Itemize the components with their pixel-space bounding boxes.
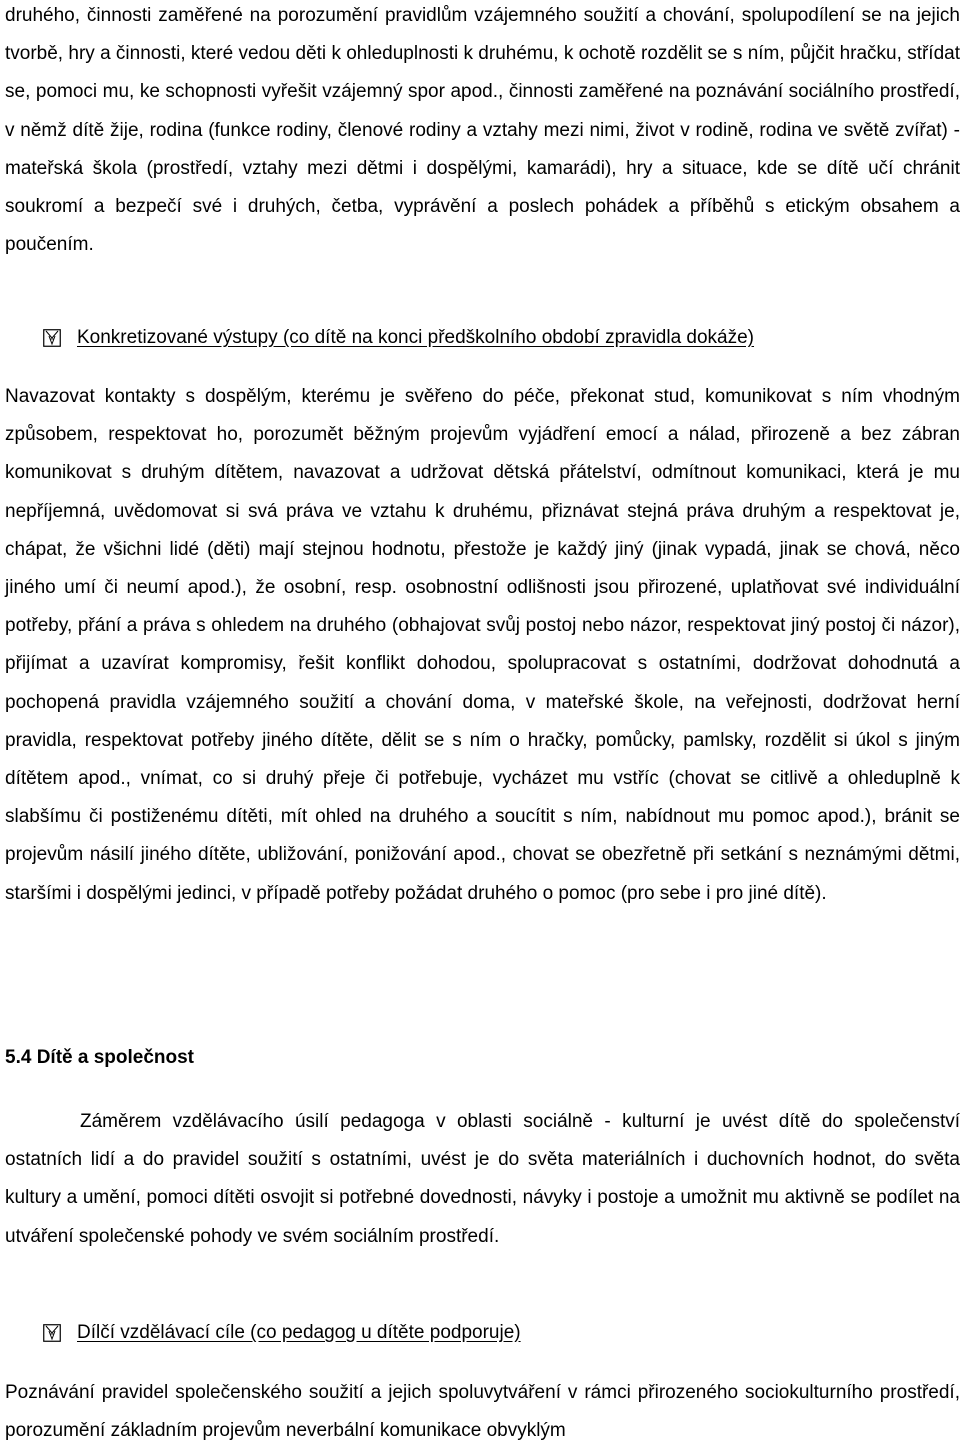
paragraph-intent-text: Záměrem vzdělávacího úsilí pedagoga v oblasti sociálně - kulturní je uvést dítě do společenství ostatních lidí a do pravidel soužití s ostatními, uvést je do světa materiálních i duchovních hodnot, do světa kultury a umění, pomoci dítěti osvojit si potřebné dovednosti, návyky i postoje a umožnit mu aktivně se podílet na utváření společenské pohody ve svém sociálním prostředí.	[5, 1111, 960, 1247]
goals-heading	[43, 1318, 521, 1348]
section-title: 5.4 Dítě a společnost	[5, 1047, 195, 1068]
checkbox-bullet-icon	[43, 1324, 61, 1342]
paragraph-outcomes: Navazovat kontakty s dospělým, kterému je svěřeno do péče, překonat stud, komunikovat s ním vhodným způsobem, respektovat ho, porozumět běžným projevům vyjádření emocí a nálad, přirozeně a bez zábran komunikovat s druhým dítětem, navazovat a udržovat dětská přátelství, odmítnout komunikaci, která je mu nepříjemná, uvědomovat si svá práva ve vztahu k druhému, přiznávat stejná práva druhým a respektovat je, chápat, že všichni lidé (děti) mají stejnou hodnotu, přestože je každý jiný (jinak vypadá, jinak se chová, něco jiného umí či neumí apod.), že osobní, resp. osobnostní odlišnosti jsou přirozené, uplatňovat své individuální potřeby, přání a práva s ohledem na druhého (obhajovat svůj postoj nebo názor, respektovat jiný postoj či názor), přijímat a uzavírat kompromisy, řešit konflikt dohodou, spolupracovat s ostatními, dodržovat dohodnutá a pochopená pravidla vzájemného soužití a chování doma, v mateřské škole, na veřejnosti, dodržovat herní pravidla, respektovat potřeby jiného dítěte, dělit se s ním o hračky, pomůcky, pamlsky, rozdělit si úkol s jiným dítětem apod., vnímat, co si druhý přeje či potřebuje, vycházet mu vstříc (chovat se citlivě a ohleduplně k slabšímu či postiženému dítěti, mít ohled na druhého a soucítit s ním, nabídnout mu pomoc apod.), bránit se projevům násilí jiného dítěte, ubližování, ponižování apod., chovat se obezřetně při setkání s neznámými dětmi, staršími i dospělými jedinci, v případě potřeby požádat druhého o pomoc (pro sebe i pro jiné dítě).	[5, 386, 960, 904]
paragraph-goals: Poznávání pravidel společenského soužití a jejich spoluvytváření v rámci přirozeného sociokulturního prostředí, porozumění základním projevům neverbální komunikace obvyklým	[5, 1382, 960, 1442]
outcomes-heading-text: Konkretizované výstupy (co dítě na konci předškolního období zpravidla dokáže)	[77, 327, 755, 348]
paragraph-activities: druhého, činnosti zaměřené na porozumění pravidlům vzájemného soužití a chování, spolupodílení se na jejich tvorbě, hry a činnosti, které vedou děti k ohleduplnosti k druhému, k ochotě rozdělit se s ním, půjčit hračku, střídat se, pomoci mu, ke schopnosti vyřešit vzájemný spor apod., činnosti zaměřené na poznávání sociálního prostředí, v němž dítě žije, rodina (funkce rodiny, členové rodiny a vztahy mezi nimi, život v rodině, rodina ve světě zvířat) - mateřská škola (prostředí, vztahy mezi dětmi i dospělými, kamarádi), hry a situace, kde se dítě učí chránit soukromí a bezpečí své i druhých, četba, vyprávění a poslech pohádek a příběhů s etickým obsahem a poučením.	[5, 5, 960, 256]
goals-heading-text: Dílčí vzdělávací cíle (co pedagog u dítěte podporuje)	[77, 1322, 521, 1343]
checkbox-bullet-icon	[43, 329, 61, 347]
paragraph-intent	[5, 1103, 960, 1256]
outcomes-heading	[43, 323, 754, 353]
